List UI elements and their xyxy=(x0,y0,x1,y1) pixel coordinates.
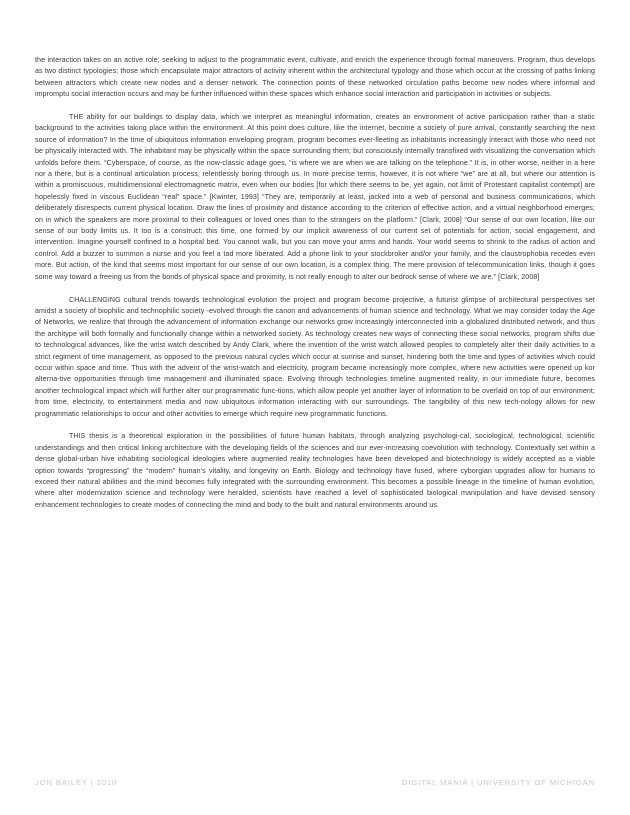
document-body xyxy=(35,55,595,523)
footer-institution: DIGITAL MANIA | UNIVERSITY OF MICHIGAN xyxy=(402,777,595,787)
paragraph: the interaction takes on an active role; seeking to adjust to the programmatic event, cultivate, and enrich the experience through formal maneuvers. Program, thus develops as two distinct typologies; those which encapsulate major attractors of activity inherent within the architectural typology and those which occur at the crossing of paths linking between attractors which create new nodes and a denser network. The connection points of these networked circulation paths become new nodes where informal and impromptu social interaction occurs and may be further influenced within these spaces which enhance social interaction and participation in activities or subjects. xyxy=(35,56,595,99)
footer-author: JON BAILEY | 2010 xyxy=(35,777,118,787)
paragraph: THIS thesis is a theoretical exploration in the possibilities of future human habitats, through analyzing psychologi-cal, sociological, technological, scientific understandings and then critical linking architecture with the developing fields of the sciences and our ever-increasing coevolution with technology. Contextually set within a dense global-urban hive inhabiting sociological ideologies where augmented reality technologies have been developed and biotechnology is widely accepted as a viable option towards “progressing” the “modern” human’s vitality, and longevity on Earth. Biology and technology have fused, where cyborgian upgrades allow for humans to exceed their natural abilities and the mind becomes fully integrated with the surrounding environment. This becomes a possible lineage in the timeline of human evolution, where after modernization science and technology were heralded, scientists have reached a level of sophisticated biological manipulation and have devised sensory enhancement technologies to create modes of connecting the mind and body to the built and natural environments around us. xyxy=(35,432,595,509)
paragraph: THE ability for our buildings to display data, which we interpret as meaningful information, creates an environment of active participation rather than a static background to the activities taking place within the environment. At this point does culture, like the internet, become a society of pure arrival, constantly searching the next source of information? In the time of ubiquitous information enveloping program, program becomes ever-fleeting as inhabitants increasingly interact with those who need not be physically interacted with. The inhabitant may be physically within the space surrounding them; but consciously internally transfixed with visualizing the conversation which unfolds before them. “Cyberspace, of course, as the now-classic adage goes, “is where we are when we are talking on the telephone.” It is, in other worse, neither in a here nor a there, but is a continual articulation process, relentlessly boring through us. In more precise terms, however, it is not where “we” are at all, but where our attention is within a promiscuous, multidimensional electromagnetic matrix, even when our bodies [for which there seems to be, yet again, not limit of Protestant capitalist contempt] are hopelessly fixed in viscous Euclidean “real” space.” [Kwinter, 1993] “They are, temporarily at least, jacked into a web of personal and business communications, which deliberately disrespects current physical location. Draw the lines of proximity and distance according to the criterion of effective action, and a virtual neighborhood emerges; on in which the speakers are more proximal to their colleagues or loved ones than to the strangers on the platform.” [Clark, 2008] “Our sense of our own location, like our sense of our body limits us. It too is a construct: this time, one formed by our implicit awareness of our current set of potentials for action, social engagement, and intervention. Imagine yourself confined to a hospital bed. You cannot walk, but you can move your arms and hands. Your world seems to shrink to the radius of action and control. Add a buzzer to summon a nurse and you feel a tad more liberated. Add a phone link to your stockbroker and/or your family, and the claustrophobia recedes even more. But action, of the kind that seems most important for our sense of our own location, is a complex thing. The mere provision of telecommunication links, though it goes some way toward a freeing us from the bonds of physical space and proximity, is not really enough to alter our bedrock sense of where we are.” [Clark, 2008] xyxy=(35,113,595,281)
page-footer xyxy=(35,776,595,788)
paragraph: CHALLENGING cultural trends towards technological evolution the project and program become projective, a futurist glimpse of architectural perspectives set amidst a society of biophilic and technophilic society -evolved through the canon and advancements of human science and technology. What we may consider today the Age of Networks, we realize that through the advancement of information exchange our networks grow increasingly interconnected into a globalized distributed network, and thus the architype will both formally and functionally change within a networked society. As technology creates new ways of connecting these social networks, program shifts due to technological advances, like the wrist watch described by Andy Clark, where the invention of the wrist watch allowed peoples to completely alter their daily activities to a strict regiment of time management, as opposed to the previous natural cycles which occur at sunrise and sunset, hindering both the time and types of activities which could occur within space and time. Thus with the advent of the wrist-watch and electricity, program became increasingly more complex, where new activities were opened up kor alterna-tive opportunities through time management and illuminated space. Evolving through technologies timeline augmented reality, in our immediate future, becomes another technological impact which will further alter our programmatic func-tions, which allow people yet another layer of information to be overlaid on top of our environment; from time, electricity, to entertainment media and now ubiquitous information interacting with our surroundings. The tangibility of this new tech-nology allows for new programmatic relationships to occur and other activities to emerge which require new programmatic functions. xyxy=(35,295,595,418)
